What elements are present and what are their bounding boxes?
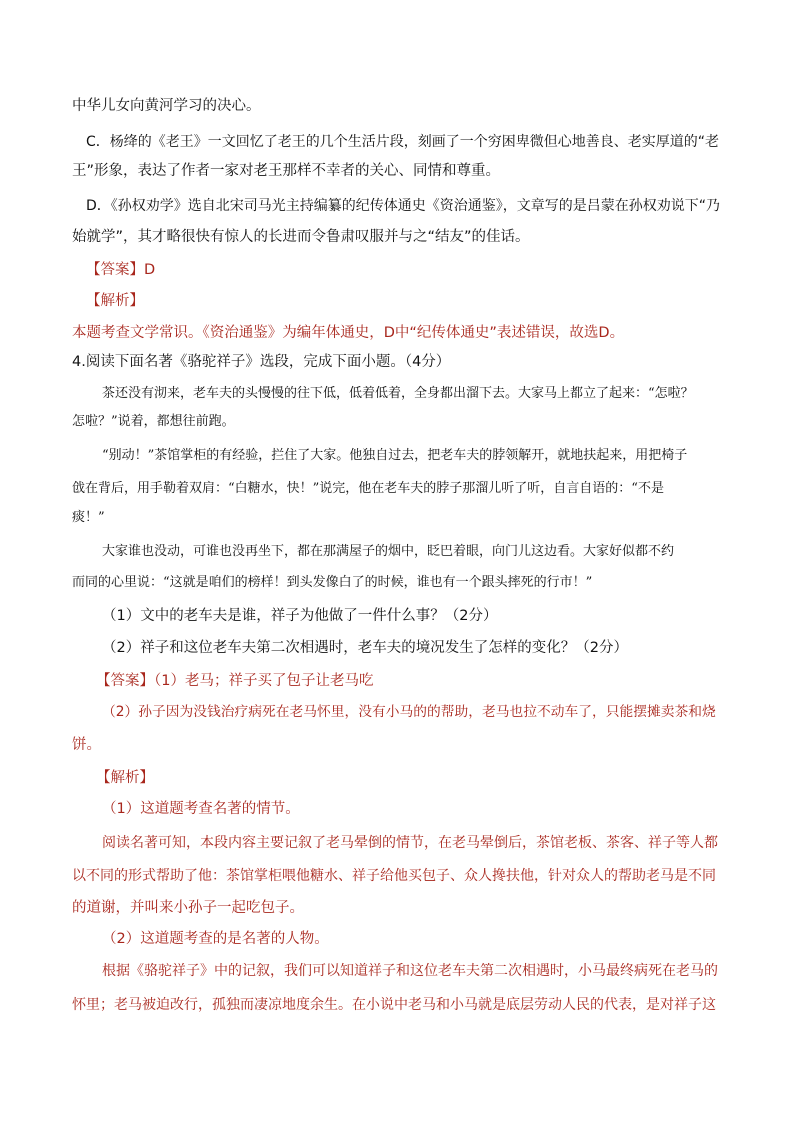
text-line: 始就学”，其才略很快有惊人的长进而令鲁肃叹服并与之“结友”的佳话。 — [72, 229, 530, 245]
option-c-line: C．杨绛的《老王》一文回忆了老王的几个生活片段，刻画了一个穷困卑微但心地善良、老实厚道的“老 — [86, 134, 720, 150]
answer-label: 【答案】D — [86, 262, 156, 278]
answer-text: （2）孙子因为没钱治疗病死在老马怀里，没有小马的的帮助，老马也拉不动车了，只能摆摊卖茶和烧 — [102, 704, 716, 720]
sub-question-1: （1）文中的老车夫是谁，祥子为他做了一件什么事？（2分） — [102, 608, 498, 624]
passage-line: 而同的心里说：“这就是咱们的榜样！到头发像白了的时候，谁也有一个跟头摔死的行市！” — [72, 575, 593, 590]
option-d-line: D．《孙权劝学》选自北宋司马光主持编纂的纪传体通史《资治通鉴》，文章写的是吕蒙在孙权劝说下“乃 — [86, 198, 721, 214]
analysis-label: 【解析】 — [86, 293, 144, 309]
analysis-text: 本题考查文学常识。《资治通鉴》为编年体通史，D中“纪传体通史”表述错误，故选D。 — [72, 325, 625, 341]
sub-question-2: （2）祥子和这位老车夫第二次相遇时，老车夫的境况发生了怎样的变化？（2分） — [102, 640, 628, 656]
passage-line: 茶还没有沏来，老车夫的头慢慢的往下低，低着低着，全身都出溜下去。大家马上都立了起来：“怎啦？ — [102, 386, 694, 401]
analysis-text: （2）这道题考查的是名著的人物。 — [102, 931, 329, 947]
answer-row — [96, 671, 373, 691]
passage-line: 大家谁也没动，可谁也没再坐下，都在那满屋子的烟中，眨巴着眼，向门儿这边看。大家好似都不约 — [102, 544, 675, 559]
analysis-text: 以不同的形式帮助了他：茶馆掌柜喂他糖水、祥子给他买包子、众人搀扶他，针对众人的帮助老马是不同 — [72, 868, 716, 884]
analysis-text: （1）这道题考查名著的情节。 — [102, 801, 300, 817]
analysis-label: 【解析】 — [96, 770, 154, 786]
analysis-text: 的道谢，并叫来小孙子一起吃包子。 — [72, 900, 304, 916]
passage-line: “别动！”茶馆掌柜的有经验，拦住了大家。他独自过去，把老车夫的脖领解开，就地扶起来，用把椅子 — [102, 448, 688, 463]
text-line: 王”形象，表达了作者一家对老王那样不幸者的关心、同情和尊重。 — [72, 163, 501, 179]
answer-label: 【答案】 — [96, 673, 154, 689]
text-line: 中华儿女向黄河学习的决心。 — [72, 98, 261, 114]
analysis-text: 阅读名著可知，本段内容主要记叙了老马晕倒的情节，在老马晕倒后，茶馆老板、茶客、祥子等人都 — [102, 835, 718, 851]
analysis-text: 根据《骆驼祥子》中的记叙，我们可以知道祥子和这位老车夫第二次相遇时，小马最终病死在老马的 — [102, 963, 718, 979]
analysis-text: 怀里；老马被迫改行，孤独而凄凉地度余生。在小说中老马和小马就是底层劳动人民的代表，是对祥子这 — [72, 997, 716, 1013]
question-heading: 4.阅读下面名著《骆驼祥子》选段，完成下面小题。（4分） — [72, 354, 451, 370]
answer-text: 饼。 — [72, 737, 101, 753]
passage-line: 怎啦？”说着，都想往前跑。 — [72, 414, 235, 429]
passage-line: 痰！” — [72, 510, 105, 525]
answer-text: （1）老马；祥子买了包子让老马吃 — [154, 673, 374, 689]
passage-line: 戗在背后，用手勒着双肩：“白糖水，快！”说完，他在老车夫的脖子那溜儿听了听，自言自语的：“不是 — [72, 481, 664, 496]
